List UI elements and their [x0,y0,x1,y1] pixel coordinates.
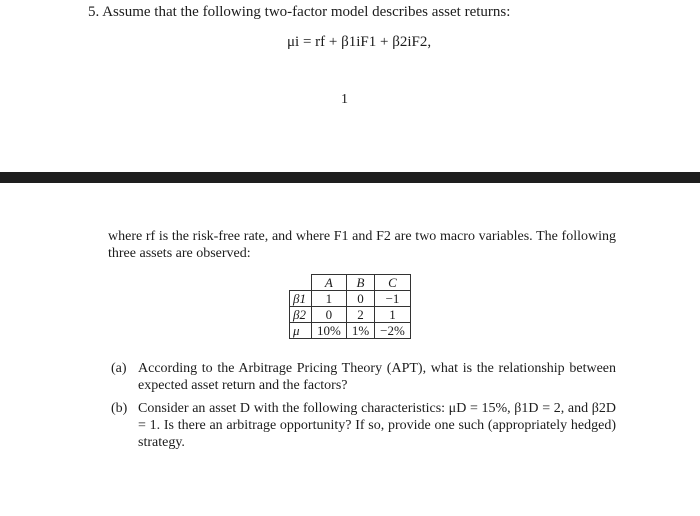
part-text: According to the Arbitrage Pricing Theory (APT), what is the relationship between expected asset return and the factors? [138,361,616,393]
table-cell: −1 [375,291,411,307]
question-heading [88,4,510,21]
table-header-row [290,275,411,291]
column-header: C [375,275,411,291]
page-1 [0,0,700,172]
table-cell: 10% [311,323,346,339]
table-cell: 0 [346,291,374,307]
page-number: 1 [341,92,348,107]
row-label: μ [290,323,312,339]
table-cell: 0 [311,307,346,323]
apt-formula: μi = rf + β1iF1 + β2iF2, [287,34,432,50]
table-corner [290,275,312,291]
part-text: Consider an asset D with the following characteristics: μD = 15%, β1D = 2, and β2D = 1. Is there an arbitrage opportunity? If so, provide one such (appropriately hedged) strategy. [138,401,616,450]
table-row [290,291,411,307]
row-label: β1 [290,291,312,307]
part-label: (a) [111,361,127,376]
column-header: A [311,275,346,291]
part-a [111,360,616,394]
table-cell: 1 [375,307,411,323]
table-cell: −2% [375,323,411,339]
part-b [111,400,616,451]
table-row [290,307,411,323]
page-separator [0,172,700,183]
question-heading-text: Assume that the following two-factor model describes asset returns: [102,4,511,20]
part-label: (b) [111,401,128,416]
row-label: β2 [290,307,312,323]
question-number: 5. [88,4,100,20]
asset-table [289,274,411,339]
table-cell: 2 [346,307,374,323]
table-cell: 1 [311,291,346,307]
column-header: B [346,275,374,291]
table-cell: 1% [346,323,374,339]
table-row [290,323,411,339]
intro-paragraph: where rf is the risk-free rate, and where F1 and F2 are two macro variables. The following three assets are observed: [108,229,616,261]
